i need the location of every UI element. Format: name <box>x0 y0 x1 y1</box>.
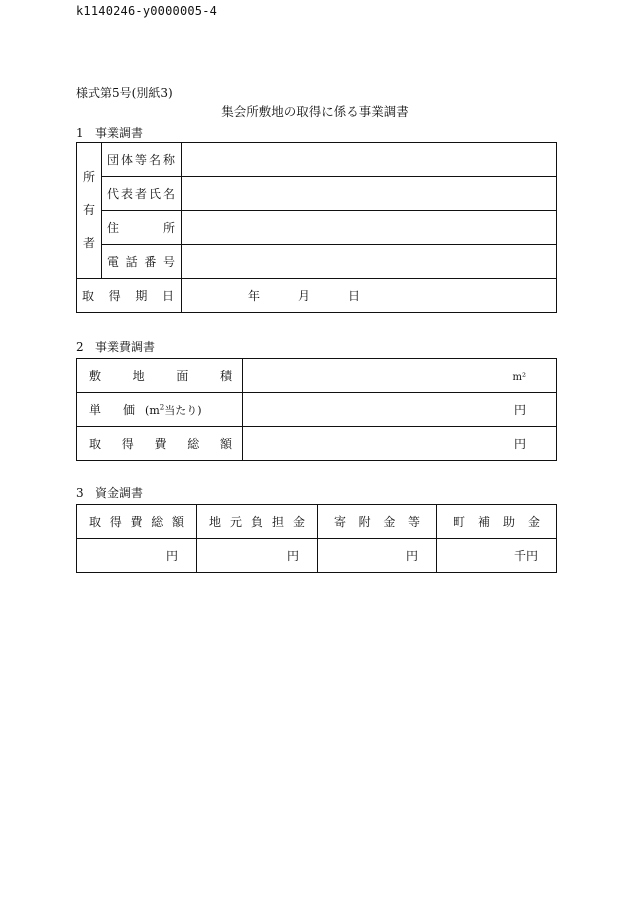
year-unit: 年 <box>248 289 261 303</box>
yen-unit: 円 <box>286 549 299 563</box>
label-char: 取 <box>82 289 95 303</box>
label-char: 価 <box>123 403 136 417</box>
label-char: 話 <box>125 255 138 269</box>
label-char: 期 <box>135 289 148 303</box>
label-char: 地 <box>132 369 145 383</box>
label-char: 費 <box>154 437 167 451</box>
label-char: 町 <box>453 515 466 529</box>
label-char: 助 <box>502 515 515 529</box>
label-char: 金 <box>527 515 540 529</box>
project-cost-table <box>76 358 557 461</box>
label-char: 取 <box>89 515 102 529</box>
total-acquisition-cost-field[interactable] <box>77 539 197 573</box>
table-row <box>77 359 557 393</box>
label-char: 称 <box>162 153 175 167</box>
table-row <box>77 393 557 427</box>
label-char: 単 <box>89 403 102 417</box>
table-row <box>77 539 557 573</box>
label-char: 号 <box>162 255 175 269</box>
total-acquisition-cost-header <box>77 505 197 539</box>
unit-price-field[interactable] <box>243 393 557 427</box>
site-area-field[interactable] <box>243 359 557 393</box>
month-unit: 月 <box>298 289 311 303</box>
label-char: 額 <box>171 515 184 529</box>
label-char: 番 <box>144 255 157 269</box>
total-acquisition-cost-label <box>77 427 243 461</box>
unit-price-label <box>77 393 243 427</box>
label-char: 住 <box>107 221 120 235</box>
town-subsidy-field[interactable] <box>437 539 557 573</box>
per-area-note: ($m^2$当たり) <box>145 402 202 417</box>
organization-name-field[interactable] <box>182 143 557 177</box>
owner-char: 有 <box>82 203 95 217</box>
project-table <box>76 142 557 313</box>
address-label <box>102 211 182 245</box>
section2-number: 2 <box>76 340 84 354</box>
local-contribution-header <box>197 505 318 539</box>
thousand-yen-unit: 千円 <box>513 549 538 563</box>
funding-table <box>76 504 557 573</box>
form-number: 様式第5号(別紙3) <box>76 86 173 100</box>
section3-heading <box>76 484 143 501</box>
town-subsidy-header <box>437 505 557 539</box>
acquisition-date-field[interactable] <box>182 279 557 313</box>
area-unit: m² <box>512 371 526 383</box>
label-char: 名 <box>162 187 175 201</box>
label-char: 等 <box>134 153 147 167</box>
total-acquisition-cost-field[interactable] <box>243 427 557 461</box>
organization-name-label <box>102 143 182 177</box>
document-title: 集会所敷地の取得に係る事業調書 <box>221 104 409 119</box>
label-char: 担 <box>271 515 284 529</box>
label-char: 代 <box>107 187 120 201</box>
section1-number: 1 <box>76 126 84 140</box>
section1-heading <box>76 124 143 141</box>
section1-title: 事業調書 <box>95 126 144 140</box>
label-char: 寄 <box>334 515 347 529</box>
yen-unit: 円 <box>405 549 418 563</box>
label-char: 所 <box>162 221 175 235</box>
phone-number-label <box>102 245 182 279</box>
donations-header <box>318 505 437 539</box>
label-char: 元 <box>229 515 242 529</box>
document-id: k1140246-y0000005-4 <box>76 4 218 18</box>
label-char: 積 <box>219 369 232 383</box>
label-char: 敷 <box>89 369 102 383</box>
section3-number: 3 <box>76 486 84 500</box>
representative-name-label <box>102 177 182 211</box>
label-char: 附 <box>358 515 371 529</box>
label-char: 金 <box>292 515 305 529</box>
table-row <box>77 143 557 177</box>
day-unit: 日 <box>348 289 361 303</box>
table-row <box>77 427 557 461</box>
label-char: 日 <box>161 289 174 303</box>
local-contribution-field[interactable] <box>197 539 318 573</box>
donations-field[interactable] <box>318 539 437 573</box>
label-char: 者 <box>134 187 147 201</box>
table-row <box>77 279 557 313</box>
label-char: 面 <box>176 369 189 383</box>
label-char: 取 <box>89 437 102 451</box>
table-row <box>77 177 557 211</box>
label-char: 額 <box>219 437 232 451</box>
table-row <box>77 245 557 279</box>
label-char: 得 <box>109 515 122 529</box>
section2-title: 事業費調書 <box>95 340 156 354</box>
site-area-label <box>77 359 243 393</box>
label-char: 総 <box>151 515 164 529</box>
representative-name-field[interactable] <box>182 177 557 211</box>
label-char: 表 <box>120 187 133 201</box>
label-char: 得 <box>121 437 134 451</box>
table-row <box>77 211 557 245</box>
label-char: 補 <box>477 515 490 529</box>
section3-title: 資金調書 <box>95 486 144 500</box>
section2-heading <box>76 338 155 355</box>
table-row <box>77 505 557 539</box>
address-field[interactable] <box>182 211 557 245</box>
label-char: 費 <box>130 515 143 529</box>
yen-unit: 円 <box>513 403 526 417</box>
owner-char: 所 <box>82 170 95 184</box>
label-char: 等 <box>407 515 420 529</box>
label-char: 名 <box>148 153 161 167</box>
owner-label <box>77 143 102 279</box>
acquisition-date-label <box>77 279 182 313</box>
yen-unit: 円 <box>165 549 178 563</box>
label-char: 地 <box>209 515 222 529</box>
label-char: 団 <box>107 153 120 167</box>
yen-unit: 円 <box>513 437 526 451</box>
label-char: 氏 <box>148 187 161 201</box>
phone-number-field[interactable] <box>182 245 557 279</box>
owner-char: 者 <box>82 236 95 250</box>
label-char: 金 <box>383 515 396 529</box>
label-char: 得 <box>108 289 121 303</box>
label-char: 負 <box>250 515 263 529</box>
label-char: 電 <box>107 255 120 269</box>
label-char: 体 <box>120 153 133 167</box>
label-char: 総 <box>187 437 200 451</box>
